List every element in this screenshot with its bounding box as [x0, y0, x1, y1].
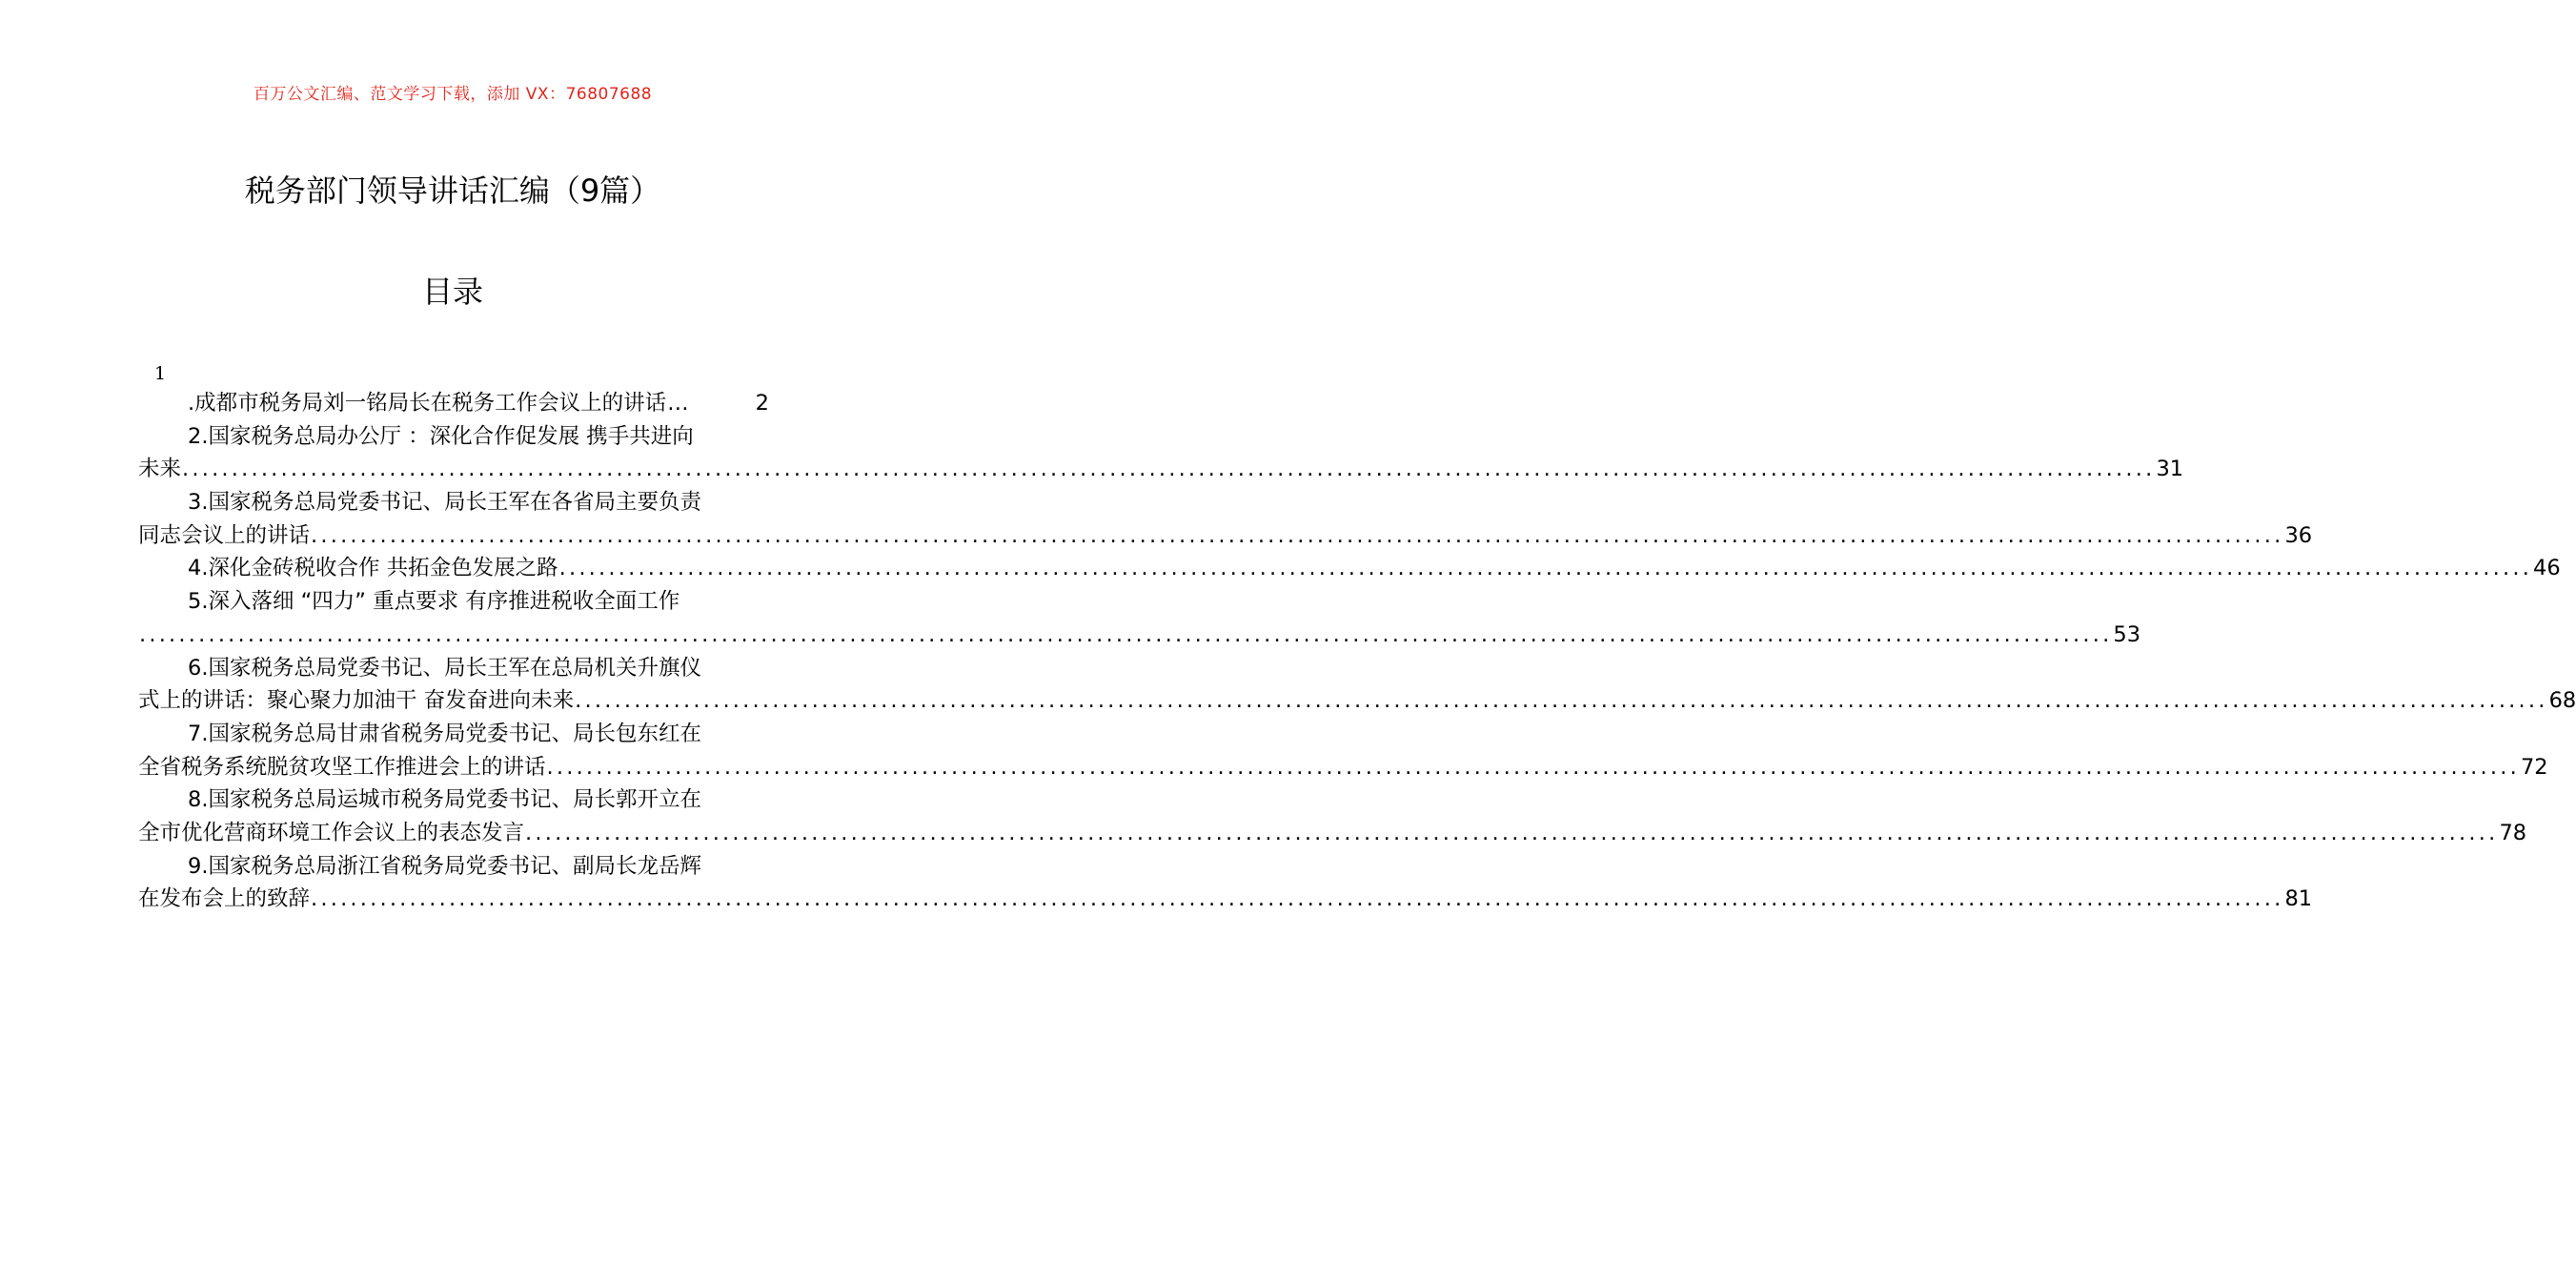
toc-entry-3-leader: ........................................................................................................................................................................................................	[311, 522, 2284, 548]
toc-entry-8-title-line2: 全市优化营商环境工作会议上的表态发言	[138, 820, 525, 845]
toc-entry-5-title-line1: 5.深入落细 “四力” 重点要求 有序推进税收全面工作	[188, 589, 680, 615]
toc-entry-9-leader: ........................................................................................................................................................................................................	[311, 886, 2284, 912]
toc-entry-9[interactable]	[138, 850, 2313, 916]
toc-first-number: 1	[154, 363, 167, 384]
toc-entry-4-leader: ........................................................................................................................................................................................................	[558, 556, 2533, 581]
toc-entry-5[interactable]	[138, 585, 2141, 651]
toc-entry-3-title-line1: 3.国家税务总局党委书记、局长王军在各省局主要负责	[188, 490, 701, 516]
toc-entry-1-leader: …	[667, 391, 692, 416]
toc-entry-6-title-line2: 式上的讲话：聚心聚力加油干 奋发奋进向未来	[138, 688, 575, 714]
toc-entry-6-title-line1: 6.国家税务总局党委书记、局长王军在总局机关升旗仪	[188, 655, 701, 681]
toc-entry-8-title-line1: 8.国家税务总局运城市税务局党委书记、局长郭开立在	[188, 787, 701, 813]
toc-entry-4[interactable]	[138, 552, 2561, 585]
toc-entry-7[interactable]	[138, 718, 2548, 783]
toc-entry-8-leader: ........................................................................................................................................................................................................	[525, 820, 2499, 845]
toc-entry-2-title-line1: 2.国家税务总局办公厅 ：深化合作促发展 携手共进向	[188, 423, 694, 449]
toc-entry-8[interactable]	[138, 783, 2527, 849]
download-banner	[0, 80, 905, 104]
toc-entry-1-page: 2	[755, 391, 769, 416]
toc-entry-3-page: 36	[2284, 522, 2313, 548]
toc-entry-4-title: 4.深化金砖税收合作 共拓金色发展之路	[188, 556, 558, 581]
toc-entry-6[interactable]	[138, 652, 2576, 718]
table-of-contents	[138, 360, 2576, 916]
banner-text: 百万公文汇编、范文学习下载，添加 VX：76807688	[253, 85, 653, 104]
toc-entry-3-title-line2: 同志会议上的讲话	[138, 522, 311, 548]
toc-entry-4-page: 46	[2533, 556, 2561, 581]
toc-entry-3[interactable]	[138, 486, 2313, 552]
toc-heading: 目录	[421, 274, 483, 310]
toc-entry-7-title-line2: 全省税务系统脱贫攻坚工作推进会上的讲话	[138, 754, 546, 780]
toc-entry-2-title-line2: 未来	[138, 457, 182, 482]
toc-entry-1-title: .成都市税务局刘一铭局长在税务工作会议上的讲话	[188, 391, 667, 416]
toc-entry-9-title-line1: 9.国家税务总局浙江省税务局党委书记、副局长龙岳辉	[188, 853, 701, 879]
toc-entry-6-page: 68	[2548, 688, 2576, 714]
toc-entry-2-leader: ........................................................................................................................................................................................................	[182, 457, 2156, 482]
toc-entry-7-leader: ........................................................................................................................................................................................................	[546, 754, 2520, 780]
toc-entry-9-title-line2: 在发布会上的致辞	[138, 886, 311, 912]
toc-entry-7-page: 72	[2520, 754, 2548, 780]
toc-entry-2[interactable]	[138, 420, 2184, 486]
toc-entry-6-leader: ........................................................................................................................................................................................................	[575, 688, 2548, 714]
toc-entry-7-title-line1: 7.国家税务总局甘肃省税务局党委书记、局长包东红在	[188, 721, 701, 746]
toc-entry-2-page: 31	[2156, 457, 2184, 482]
toc-entry-1[interactable]	[138, 387, 769, 420]
toc-entry-9-page: 81	[2284, 886, 2313, 912]
toc-entry-5-page: 53	[2113, 621, 2141, 647]
toc-entry-5-leader: ........................................................................................................................................................................................................	[139, 621, 2113, 647]
toc-entry-8-page: 78	[2499, 820, 2527, 845]
document-title: 税务部门领导讲话汇编（9篇）	[244, 173, 661, 209]
